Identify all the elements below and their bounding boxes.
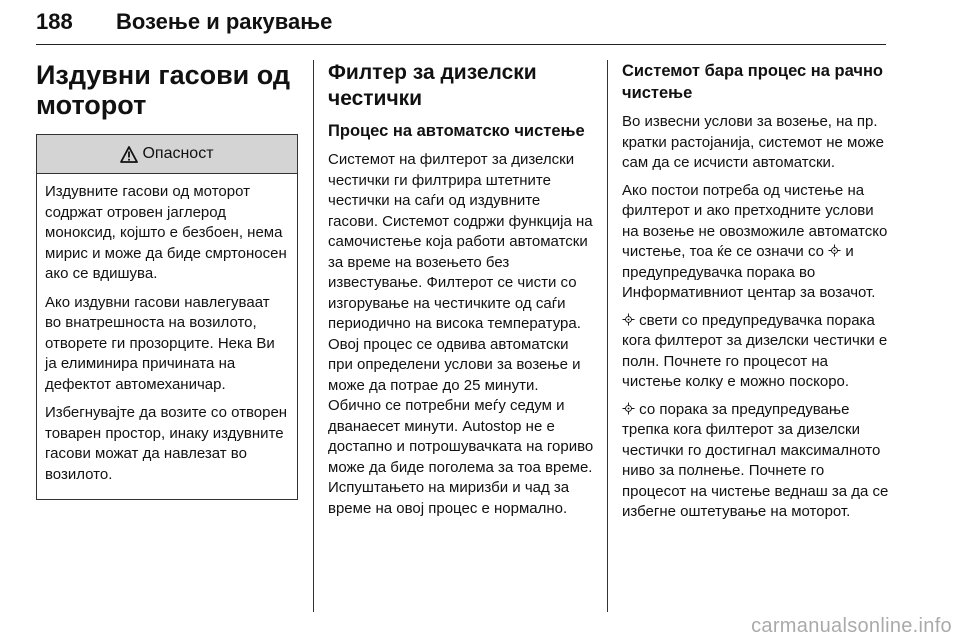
danger-paragraph: Избегнувајте да возите со отворен товарен простор, инаку издувните гасови можат да навлезат во возилото. bbox=[45, 404, 288, 483]
subheading-auto-cleaning: Процес на автоматско чистење bbox=[328, 122, 585, 140]
danger-box bbox=[36, 134, 298, 500]
section-heading-exhaust: Издувни гасови од моторот bbox=[36, 60, 291, 120]
column-manual-cleaning bbox=[622, 60, 890, 530]
diesel-particle-filter-icon bbox=[622, 402, 635, 415]
danger-box-header bbox=[37, 135, 297, 174]
danger-box-body bbox=[37, 174, 297, 499]
body-paragraph bbox=[622, 400, 890, 523]
watermark: carmanualsonline.info bbox=[751, 615, 952, 637]
text-segment: и предупредувачка порака во Информативниот центар за возачот. bbox=[622, 243, 876, 301]
column-divider bbox=[607, 60, 608, 612]
body-paragraph bbox=[622, 311, 890, 393]
body-paragraph bbox=[622, 181, 890, 304]
body-paragraph: Системот на филтерот за дизелски честички ги филтрира штетните честички на саѓи од издувните гасови. Системот содржи функција на самочистење која работи автоматски за време на возењето без известување. Филтерот се чисти со изгорување на честичките од саѓи периодично на висока температура. Овој процес се одвива автоматски при определени услови за возење и може да потрае до 25 минути. Обично се потребни меѓу седум и дванаесет минути. Autostop не е достапно и потрошувачката на гориво може да биде поголема за тоа време. Испуштањето на миризби и чад за време на овој процес е нормално. bbox=[328, 151, 594, 517]
section-heading-manual-cleaning: Системот бара процес на рачно чистење bbox=[622, 62, 883, 102]
chapter-title: Возење и ракување bbox=[116, 9, 333, 34]
danger-label: Опасност bbox=[142, 145, 214, 162]
section-heading-dpf: Филтер за дизелски честички bbox=[328, 61, 537, 110]
page-header bbox=[36, 4, 886, 45]
text-segment: свети со предупредувачка порака кога филтерот за дизелски честички е полн. Почнете го процесот на чистење колку е можно поскоро. bbox=[622, 311, 888, 390]
column-dpf bbox=[328, 60, 594, 526]
diesel-particle-filter-icon bbox=[828, 244, 841, 257]
danger-paragraph: Ако издувни гасови навлегуваат во внатрешноста на возилото, отворете ги прозорците. Нека Ви ја елиминира причината на дефектот автомеханичар. bbox=[45, 293, 275, 393]
diesel-particle-filter-icon bbox=[622, 313, 635, 326]
column-exhaust bbox=[36, 60, 298, 500]
text-segment: Ако постои потреба од чистење на филтерот и ако претходните услови на возење не овозможиле автоматско чистење, тоа ќе се означи со bbox=[622, 181, 888, 260]
column-divider bbox=[313, 60, 314, 612]
text-segment: со порака за предупредување трепка кога филтерот за дизелски честички го достигнал максималното ниво за полнење. Почнете го процесот на чистење веднаш за да се избегне оштетувањe на моторот. bbox=[622, 400, 889, 520]
page-number: 188 bbox=[36, 9, 73, 34]
body-paragraph: Во извесни услови за возење, на пр. кратки растојанија, системот не може сам да се исчисти автоматски. bbox=[622, 113, 884, 171]
danger-paragraph: Издувните гасови од моторот содржат отровен јаглерод моноксид, којшто е безбоен, нема мирис и може да биде смртоносен ако се вдишува. bbox=[45, 183, 287, 282]
warning-triangle-icon bbox=[120, 146, 138, 163]
